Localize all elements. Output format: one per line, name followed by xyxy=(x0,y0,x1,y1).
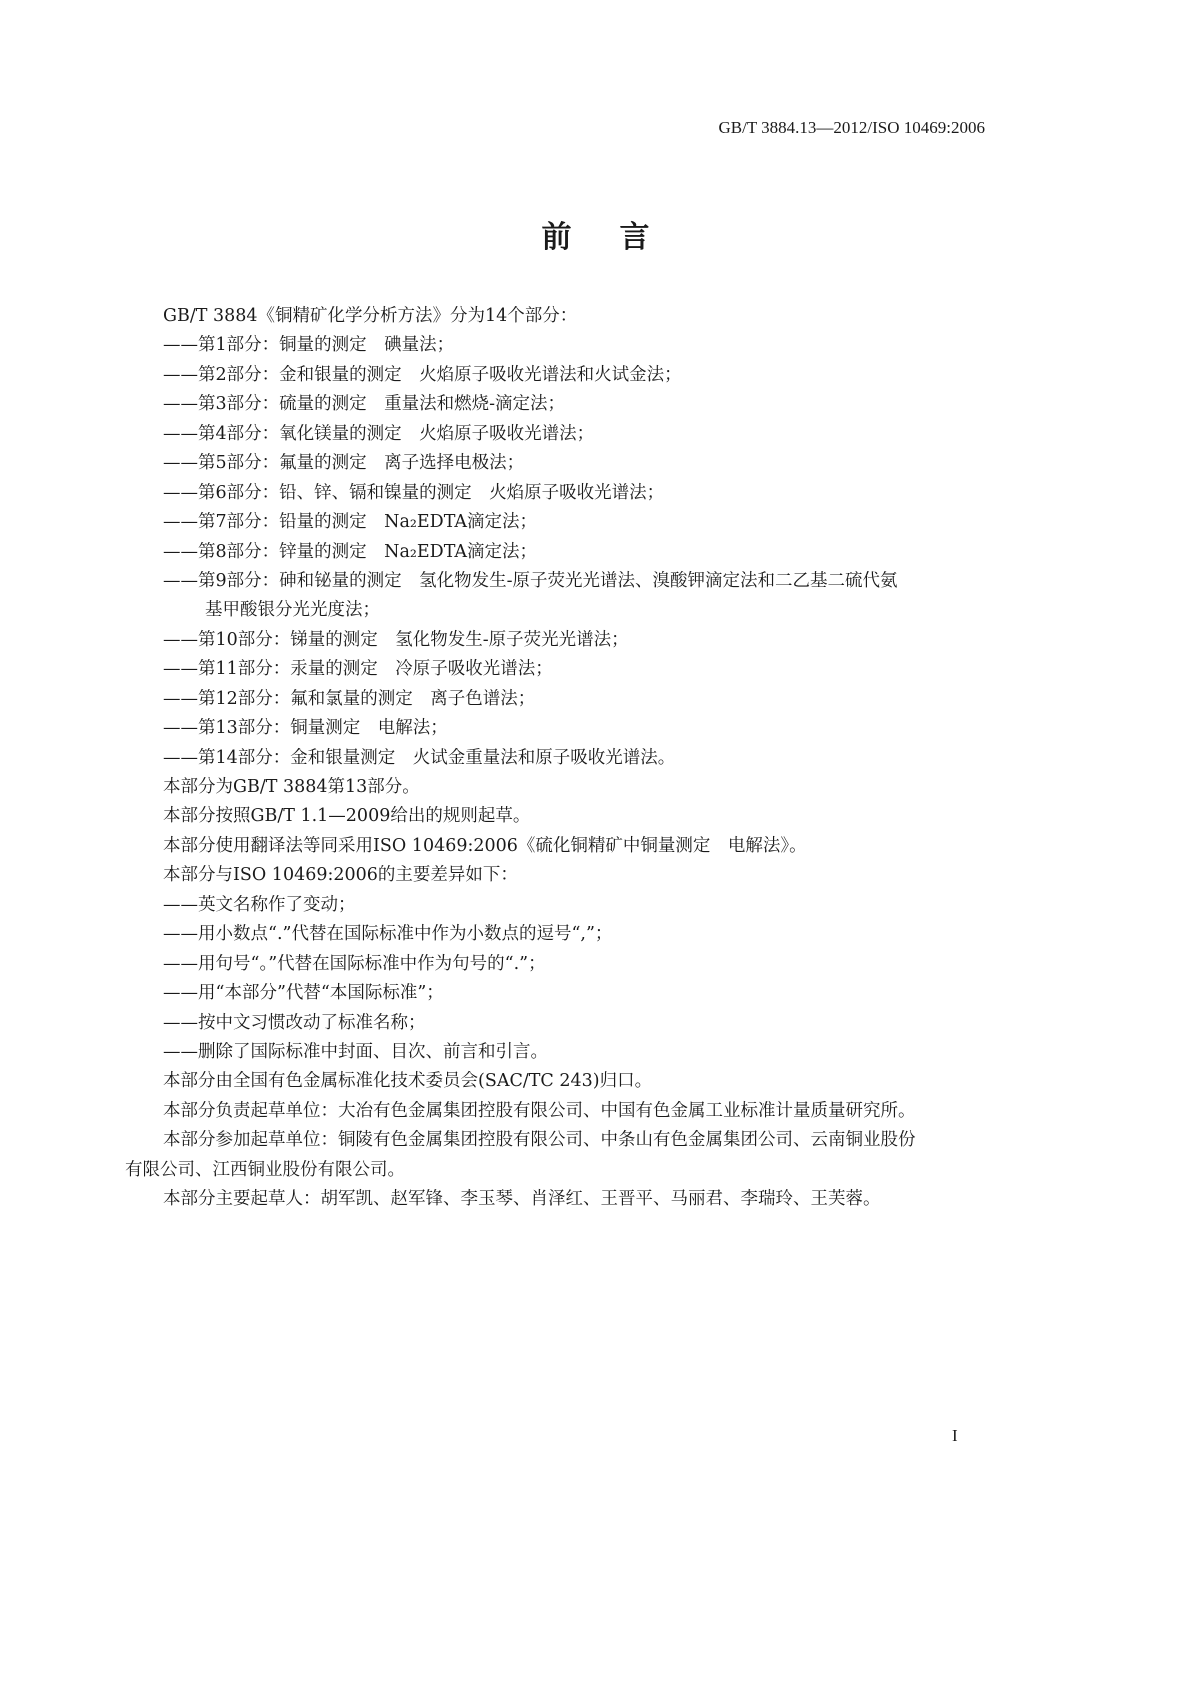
text-line: ——第12部分：氟和氯量的测定 离子色谱法； xyxy=(163,688,536,709)
text-line: 本部分由全国有色金属标准化技术委员会(SAC/TC 243)归口。 xyxy=(163,1071,653,1092)
text-line: ——第8部分：锌量的测定 Na₂EDTA滴定法； xyxy=(163,541,538,562)
text-line: ——用小数点“.”代替在国际标准中作为小数点的逗号“,”； xyxy=(163,924,613,945)
text-line: ——用句号“。”代替在国际标准中作为句号的“.”； xyxy=(163,953,546,974)
text-line: ——第6部分：铅、锌、镉和镍量的测定 火焰原子吸收光谱法； xyxy=(163,482,665,503)
text-line: ——第7部分：铅量的测定 Na₂EDTA滴定法； xyxy=(163,512,538,533)
text-line: 本部分主要起草人：胡军凯、赵军锋、李玉琴、肖泽红、王晋平、马丽君、李瑞玲、王芙蓉。 xyxy=(163,1189,881,1210)
text-line: 本部分按照GB/T 1.1—2009给出的规则起草。 xyxy=(163,806,531,827)
standard-code-header: GB/T 3884.13—2012/ISO 10469:2006 xyxy=(718,118,985,137)
text-line: 本部分与ISO 10469:2006的主要差异如下： xyxy=(163,865,518,886)
page-title: 前言 xyxy=(541,220,698,255)
text-line: ——第13部分：铜量测定 电解法； xyxy=(163,718,448,739)
text-line: ——用“本部分”代替“本国际标准”； xyxy=(163,983,444,1004)
text-line: ——第4部分：氧化镁量的测定 火焰原子吸收光谱法； xyxy=(163,423,595,444)
text-line: 本部分为GB/T 3884第13部分。 xyxy=(163,777,420,797)
text-line: 本部分参加起草单位：铜陵有色金属集团控股有限公司、中条山有色金属集团公司、云南铜业股份 xyxy=(163,1130,916,1151)
text-line: GB/T 3884《铜精矿化学分析方法》分为14个部分： xyxy=(163,306,578,326)
text-line: ——第14部分：金和银量测定 火试金重量法和原子吸收光谱法。 xyxy=(163,747,676,768)
text-line: 有限公司、江西铜业股份有限公司。 xyxy=(125,1159,405,1180)
text-line: 基甲酸银分光光度法； xyxy=(205,600,380,621)
text-line: ——第10部分：锑量的测定 氢化物发生-原子荧光光谱法； xyxy=(163,629,629,650)
text-line: ——第11部分：汞量的测定 冷原子吸收光谱法； xyxy=(163,659,553,680)
text-line: 本部分负责起草单位：大冶有色金属集团控股有限公司、中国有色金属工业标准计量质量研究所。 xyxy=(163,1100,916,1121)
text-line: ——删除了国际标准中封面、目次、前言和引言。 xyxy=(163,1041,548,1062)
page-number: I xyxy=(952,1426,958,1445)
text-line: ——英文名称作了变动； xyxy=(163,894,356,915)
text-line: ——第9部分：砷和铋量的测定 氢化物发生-原子荧光光谱法、溴酸钾滴定法和二乙基二硫代氨 xyxy=(163,570,898,591)
foreword-body xyxy=(125,302,987,1215)
text-line: ——第2部分：金和银量的测定 火焰原子吸收光谱法和火试金法； xyxy=(163,364,682,385)
text-line: ——第5部分：氟量的测定 离子选择电极法； xyxy=(163,453,525,474)
text-line: ——第3部分：硫量的测定 重量法和燃烧-滴定法； xyxy=(163,394,566,415)
text-line: ——第1部分：铜量的测定 碘量法； xyxy=(163,335,455,356)
text-line: ——按中文习惯改动了标准名称； xyxy=(163,1012,426,1033)
text-line: 本部分使用翻译法等同采用ISO 10469:2006《硫化铜精矿中铜量测定 电解法》。 xyxy=(163,835,807,856)
